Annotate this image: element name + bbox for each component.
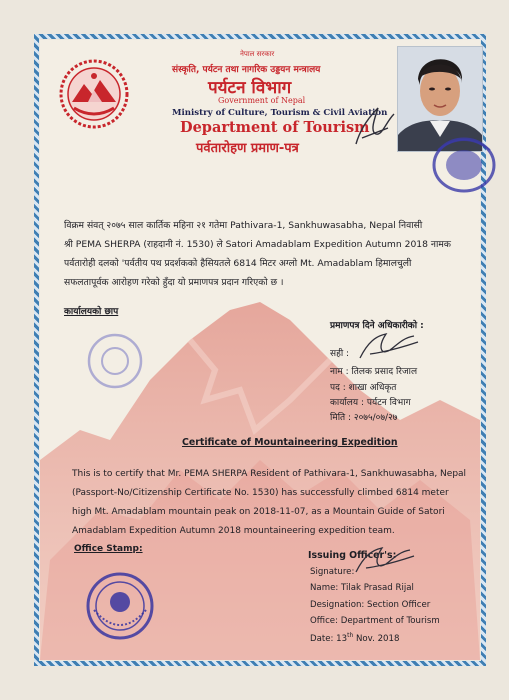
nepali-officer-name: नाम : तिलक प्रसाद रिजाल [330,367,418,377]
nepal-emblem-seal [58,58,130,130]
english-body-line-2: (Passport-No/Citizenship Certificate No. 1530) has successfully climbed 6814 meter [72,488,449,498]
officer-name: Name: Tilak Prasad Rijal [310,583,414,593]
photo-stamp [428,130,500,200]
certificate-title-en: Certificate of Mountaineering Expedition [182,437,398,448]
issue-date-suffix: th [347,632,354,639]
nepali-officer-date: मिति : २०७५/०७/२७ [330,413,398,423]
nepali-body-line-1: विक्रम संवत् २०७५ साल कार्तिक महिना २१ गतेमा Pathivara-1, Sankhuwasabha, Nepal निवासी [64,220,423,231]
officer-office: Office: Department of Tourism [310,616,440,626]
issue-date-day: Date: 13 [310,633,348,644]
signature-top [350,100,400,152]
certificate-title-np: पर्वतारोहण प्रमाण-पत्र [196,141,299,156]
govt-np: नेपाल सरकार [240,50,275,58]
ministry-np: संस्कृति, पर्यटन तथा नागरिक उड्डयन मन्त्रालय [172,65,321,75]
nepali-body-line-3: पर्वतारोही दलको 'पर्वतीय पथ प्रदर्शकको हैसियतले 6814 मिटर अग्लो Mt. Amadablam हिमालचुली [64,258,412,269]
department-en: Department of Tourism [180,119,370,136]
issue-date-rest: Nov. 2018 [353,633,400,644]
nepali-officer-office: कार्यालय : पर्यटन विभाग [330,398,411,408]
office-stamp-label: Office Stamp: [74,544,143,554]
nepali-officer-designation: पद : शाखा अधिकृत [330,383,397,393]
signature-label: Signature: [310,567,355,577]
nepali-signature [356,330,422,364]
issuing-officer-heading: Issuing Officer's: [308,550,397,561]
office-stamp-np-label: कार्यालयको छाप [64,307,119,317]
office-stamp-faint [84,330,146,392]
english-body-line-4: Amadablam Expedition Autumn 2018 mountaineering expedition team. [72,526,395,536]
office-stamp [84,570,156,642]
english-body-line-3: high Mt. Amadablam mountain peak on 2018-11-07, as a Mountain Guide of Satori [72,507,445,517]
nepali-body-line-4: सफलतापूर्वक आरोहण गरेको हुँदा यो प्रमाणपत्र प्रदान गरिएको छ । [64,277,284,288]
officer-designation: Designation: Section Officer [310,600,431,610]
issue-date [310,632,399,644]
english-signature [352,544,418,578]
english-body-line-1: This is to certify that Mr. PEMA SHERPA Resident of Pathivara-1, Sankhuwasabha, Nepal [72,469,467,479]
ministry-en: Ministry of Culture, Tourism & Civil Aviation [172,108,388,118]
nepali-body-line-2: श्री PEMA SHERPA (राहदानी नं. 1530) ले Satori Amadablam Expedition Autumn 2018 नामक [64,239,451,250]
nepali-signature-label: सही : [330,349,350,359]
govt-en: Government of Nepal [218,96,306,105]
nepali-officer-heading: प्रमाणपत्र दिने अधिकारीको : [330,321,424,331]
department-np: पर्यटन विभाग [208,78,292,98]
